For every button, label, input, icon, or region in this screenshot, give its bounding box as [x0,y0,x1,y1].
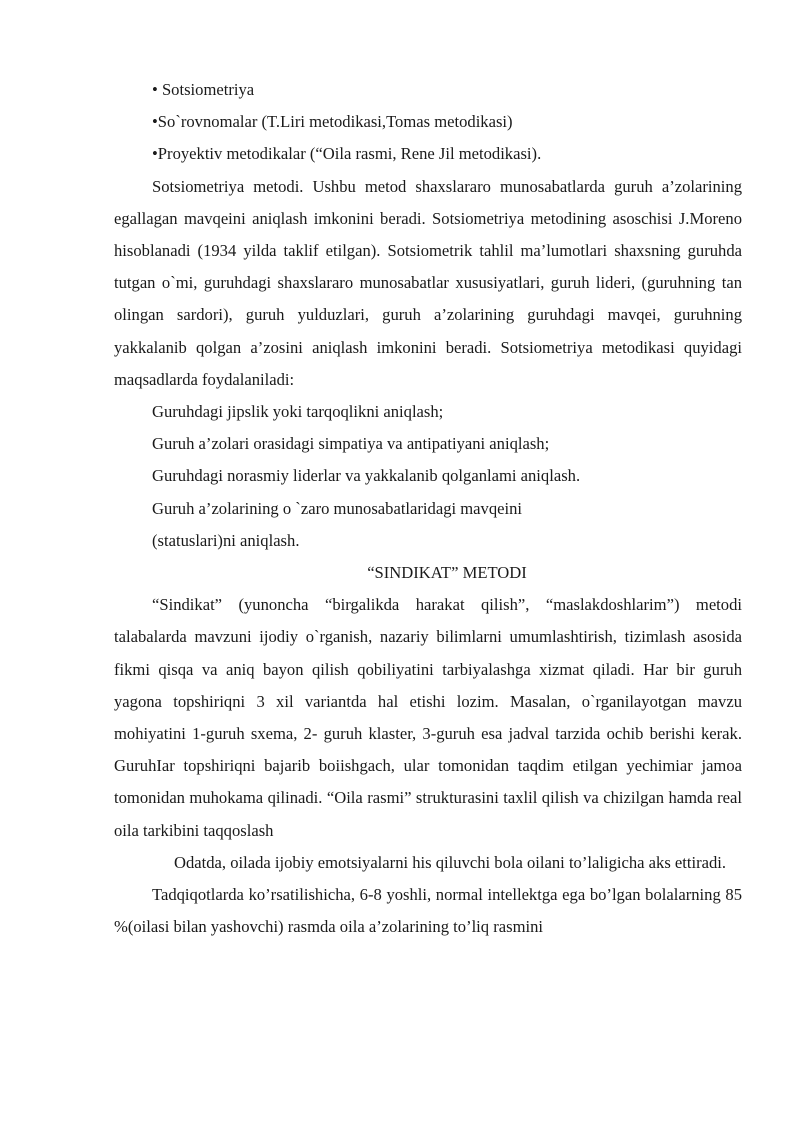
goal-item: Guruh a’zolarining o `zaro munosabatlaridagi mavqeini [152,498,523,518]
goal-item: (statuslari)ni aniqlash. [152,530,300,550]
goal-item: Guruhdagi norasmiy liderlar va yakkalanib qolganlami aniqlash. [152,466,581,486]
goal-item: Guruh a’zolari orasidagi simpatiya va antipatiyani aniqlash; [152,434,550,454]
bullet-proyektiv: •Proyektiv metodikalar (“Oila rasmi, Rene Jil metodikasi). [152,144,542,164]
paragraph-sindikat: “Sindikat” (yunoncha “birgalikda harakat qilish”, “maslakdoshlarim”) metodi talabalarda mavzuni ijodiy o`rganish, nazariy bilimlarni umumlashtirish, tizimlash asosida fikmi qisqa va aniq bayon qilish qobiliyatini tarbiyalashga xizmat qiladi. Har bir guruh yagona topshiriqni 3 xil variantda hal etishi lozim. Masalan, o`rganilayotgan mavzu mohiyatini 1-guruh sxema, 2- guruh klaster, 3-guruh esa jadval tarzida ochib berishi kerak. GuruhIar topshiriqni bajarib boiishgach, ular tomonidan taqdim etilgan yechimiar jamoa tomonidan muhokama qilinadi. “Oila rasmi” strukturasini taxlil qilish va chizilgan hamda real oila tarkibini taqqoslash [114,595,742,840]
document-body [114,74,742,943]
section-heading: “SINDIKAT” METODI [367,563,527,583]
bullet-sorovnomalar: •So`rovnomalar (T.Liri metodikasi,Tomas metodikasi) [152,112,513,132]
goal-item: Guruhdagi jipslik yoki tarqoqlikni aniqlash; [152,402,444,422]
paragraph-sotsiometriya-metodi: Sotsiometriya metodi. Ushbu metod shaxslararo munosabatlarda guruh a’zolarining egallagan mavqeini aniqlash imkonini beradi. Sotsiometriya metodining asoschisi J.Moreno hisoblanadi (1934 yilda taklif etilgan). Sotsiometrik tahlil ma’lumotlari shaxsning guruhda tutgan o`mi, guruhdagi shaxslararo munosabatlar xususiyatlari, guruh lideri, (guruhning tan olingan sardori), guruh yulduzlari, guruh a’zolarining guruhdagi mavqei, guruhning yakkalanib qolgan a’zosini aniqlash imkonini beradi. Sotsiometriya metodikasi quyidagi maqsadlarda foydalaniladi: [114,176,742,389]
paragraph-odatda: Odatda, oilada ijobiy emotsiyalarni his qiluvchi bola oilani to’laligicha aks ettiradi. [174,852,727,872]
paragraph-tadqiqotlarda: Tadqiqotlarda ko’rsatilishicha, 6-8 yoshli, normal intellektga ega bo’lgan bolalarning 85 %(oilasi bilan yashovchi) rasmda oila a’zolarining to’liq rasmini [114,885,742,937]
bullet-sotsiometriya: • Sotsiometriya [152,80,255,99]
